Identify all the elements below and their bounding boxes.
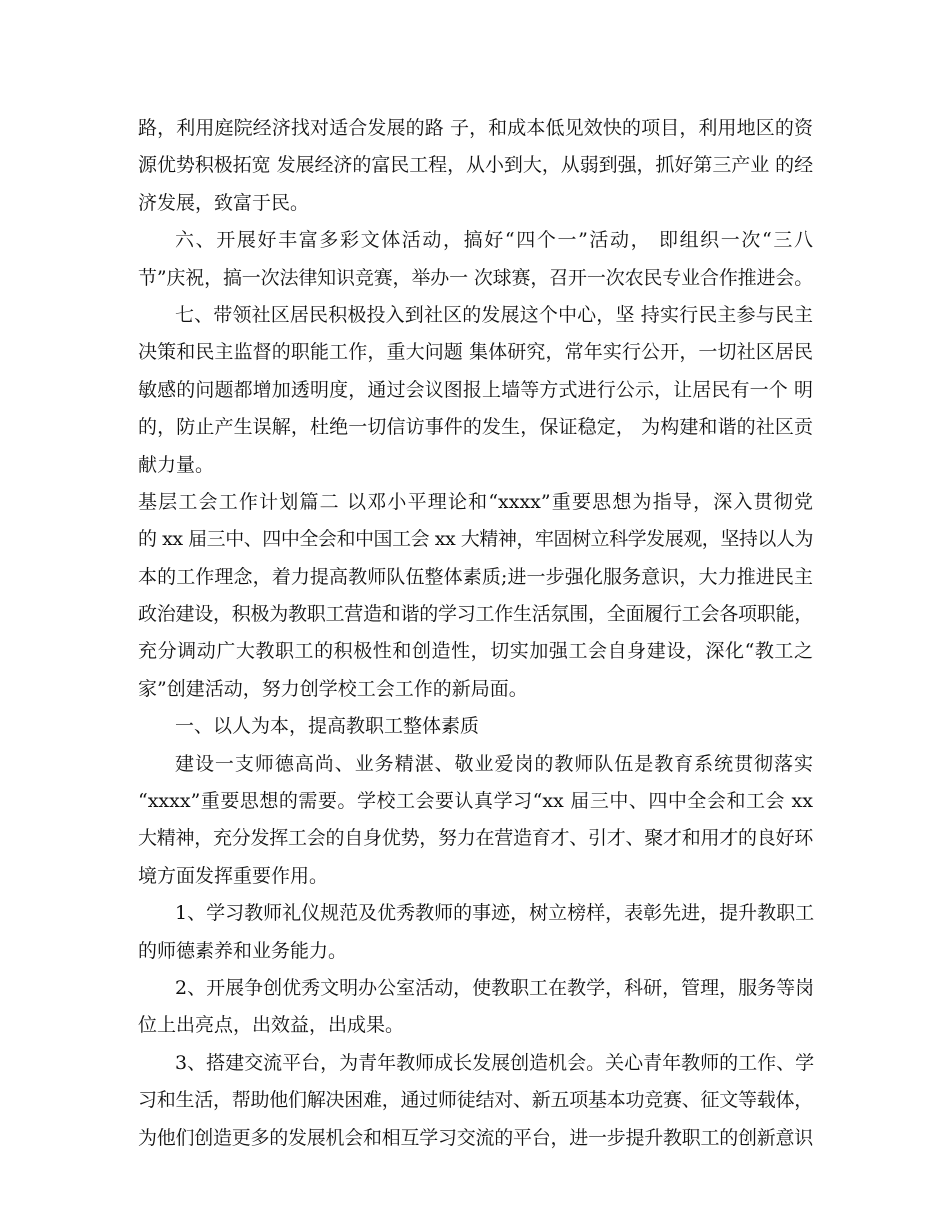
text-line: “xxxx”重要思想的需要。学校工会要认真学习“xx 届三中、四中全会和工会 xx [138,790,813,813]
text-line: 为他们创造更多的发展机会和相互学习交流的平台，进一步提升教职工的创新意识 [138,1126,813,1149]
text-line: 3、搭建交流平台，为青年教师成长发展创造机会。关心青年教师的工作、学 [175,1051,815,1074]
text-line: 献力量。 [138,453,215,476]
text-line: 路，利用庭院经济找对适合发展的路 子，和成本低见效快的项目，利用地区的资 [138,117,813,139]
text-line: 政治建设，积极为教职工营造和谐的学习工作生活氛围，全面履行工会各项职能， [138,603,813,626]
text-line: 2、开展争创优秀文明办公室活动，使教职工在教学，科研，管理，服务等岗 [175,976,815,999]
text-line: 基层工会工作计划篇二 以邓小平理论和“xxxx”重要思想为指导，深入贯彻党 [138,490,813,513]
text-line: 充分调动广大教职工的积极性和创造性，切实加强工会自身建设，深化“教工之 [138,640,813,663]
text-line: 建设一支师德高尚、业务精湛、敬业爱岗的教师队伍是教育系统贯彻落实 [175,752,813,775]
text-line: 1、学习教师礼仪规范及优秀教师的事迹，树立榜样，表彰先进，提升教职工 [175,902,815,925]
text-line: 敏感的问题都增加透明度，通过会议图报上墙等方式进行公示，让居民有一个 明 [138,378,813,401]
text-line: 的，防止产生误解，杜绝一切信访事件的发生，保证稳定， 为构建和谐的社区贡 [138,416,813,439]
text-line: 七、带领社区居民积极投入到社区的发展这个中心，坚 持实行民主参与民主 [175,303,813,326]
section-heading: 一、以人为本，提高教职工整体素质 [175,715,480,738]
text-line: 大精神，充分发挥工会的自身优势，努力在营造育才、引才、聚才和用才的良好环 [138,827,813,850]
text-line: 决策和民主监督的职能工作，重大问题 集体研究，常年实行公开，一切社区居民 [138,341,813,364]
text-line: 六、开展好丰富多彩文体活动，搞好“四个一”活动， 即组织一次“三八 [175,229,813,252]
text-line: 的师德素养和业务能力。 [138,939,348,962]
text-line: 家”创建活动，努力创学校工会工作的新局面。 [138,677,528,700]
document-page [138,110,813,1157]
text-line: 源优势积极拓宽 发展经济的富民工程，从小到大，从弱到强，抓好第三产业 的经 [138,154,813,177]
text-line: 济发展，致富于民。 [138,191,310,214]
text-line: 位上出亮点，出效益，出成果。 [138,1014,405,1037]
text-line: 境方面发挥重要作用。 [138,864,329,887]
text-line: 本的工作理念，着力提高教师队伍整体素质;进一步强化服务意识，大力推进民主 [138,565,813,588]
text-line: 的 xx 届三中、四中全会和中国工会 xx 大精神，牢固树立科学发展观，坚持以人为 [138,528,813,551]
text-line: 习和生活，帮助他们解决困难，通过师徒结对、新五项基本功竞赛、征文等载体， [138,1089,813,1112]
text-line: 节”庆祝，搞一次法律知识竞赛，举办一 次球赛，召开一次农民专业合作推进会。 [138,266,813,289]
